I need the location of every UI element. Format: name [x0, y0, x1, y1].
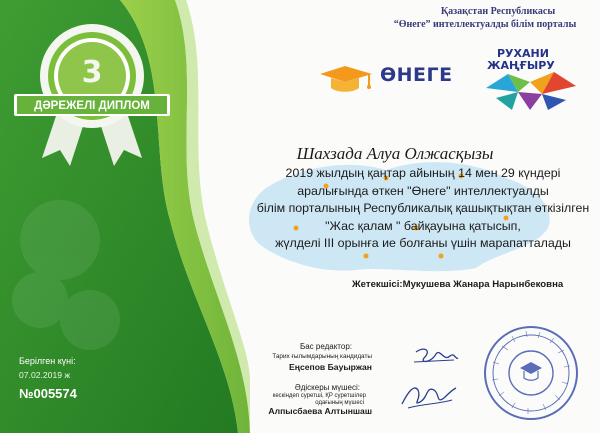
medal-number: 3 [81, 55, 103, 90]
diploma-number: №005574 [19, 386, 77, 401]
award-text-line: білім порталының Республикалық қашықтықтан өткізілген [256, 201, 590, 216]
rukhani-line1: РУХАНИ [497, 47, 549, 60]
header-portal: “Өнеге” интеллектуалды білім порталы [393, 19, 577, 30]
methodologist-title-1: кескіндеп суретші, ҚР суретшілер [272, 393, 366, 399]
editor-title: Тарих ғылымдарының кандидаты [272, 353, 372, 360]
award-text [238, 165, 600, 253]
issue-date-label: Берілген күні: [19, 356, 76, 366]
third-degree-medal [12, 18, 172, 168]
methodologist-title-2: одағының мүшесі [315, 400, 364, 406]
award-text-line: жүлделі III орынға ие болғаны үшін марапатталады [275, 236, 571, 251]
header-republic: Қазақстан Республикасы [440, 6, 556, 17]
rukhani-line2: ЖАҢҒЫРУ [487, 59, 555, 72]
recipient-name: Шахзада Алуа Олжасқызы [296, 144, 494, 163]
editor-signature [410, 344, 460, 370]
award-text-line: "Жас қалам " байқауына қатысып, [325, 218, 521, 233]
official-stamp [482, 324, 580, 422]
supervisor-line: Жетекшісі:Мукушева Жанара Нарынбековна [352, 279, 564, 290]
award-text-line: аралығында өткен "Өнеге" интеллектуалды [297, 183, 549, 198]
editor-name: Еңсепов Бауыржан [289, 362, 372, 372]
methodologist-role: Әдіскеры мүшесі: [294, 383, 360, 392]
issue-date: 07.02.2019 ж [19, 370, 71, 380]
methodologist-signature [398, 378, 458, 412]
award-text-line: 2019 жылдың қаңтар айының 14 мен 29 күндері [285, 166, 561, 180]
methodologist-name: Алпысбаева Алтыншаш [268, 406, 372, 416]
onege-wordmark: ӨНЕГЕ [380, 64, 453, 86]
medal-label: ДӘРЕЖЕЛІ ДИПЛОМ [34, 100, 150, 112]
editor-role: Бас редактор: [299, 342, 352, 351]
